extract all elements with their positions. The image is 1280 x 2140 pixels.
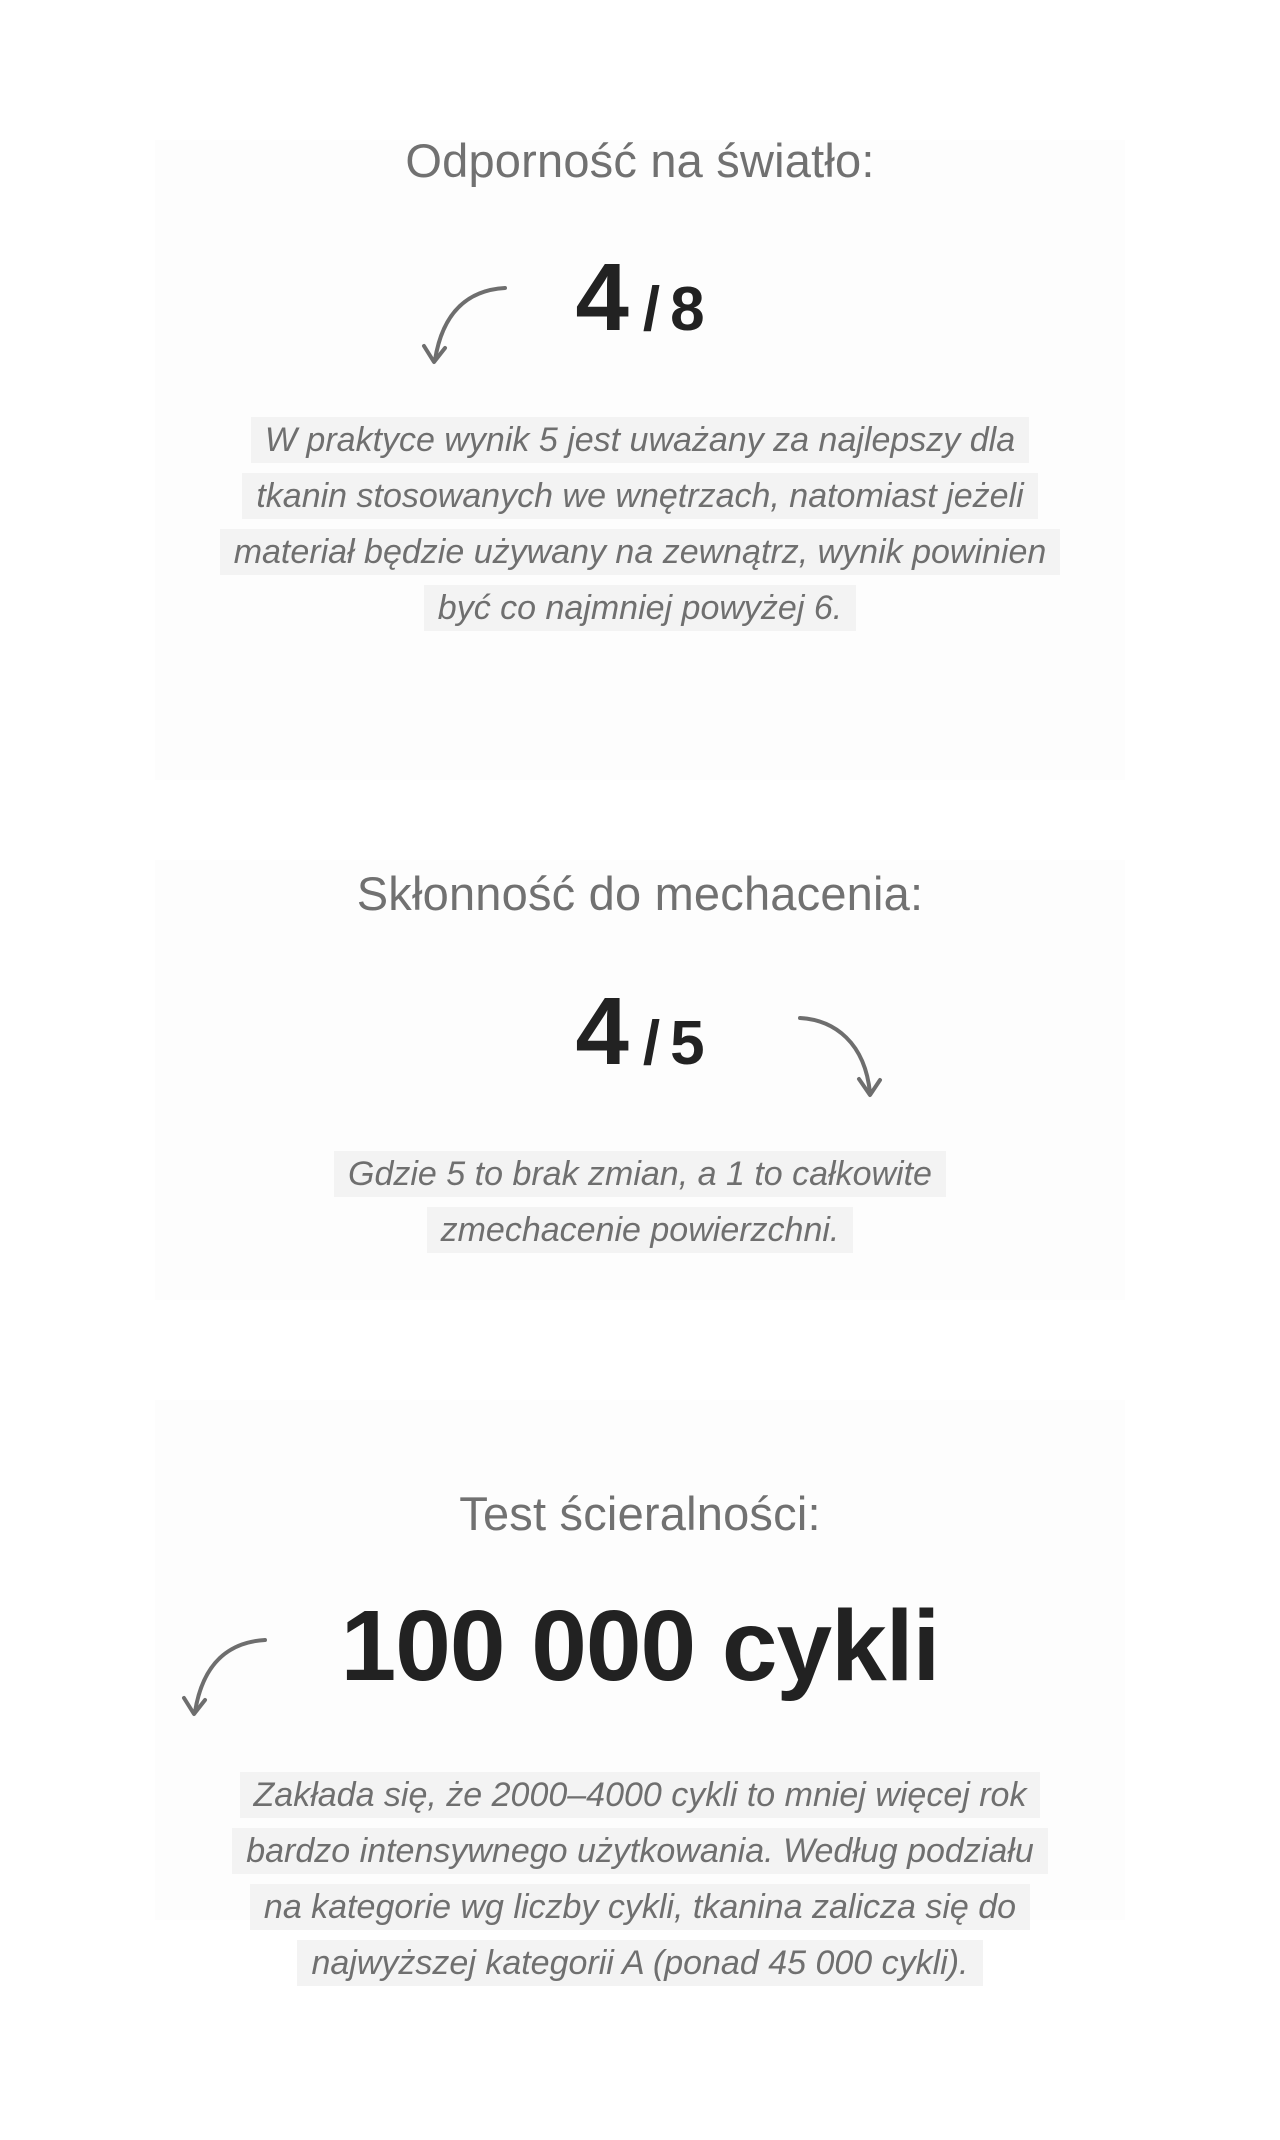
abrasion-cycles-value: 100 000 cykli xyxy=(340,1590,940,1702)
note-line: najwyższej kategorii A (ponad 45 000 cykli). xyxy=(297,1940,982,1986)
score-value: 4 xyxy=(575,978,629,1085)
section-title: Skłonność do mechacenia: xyxy=(356,867,924,920)
note-line: być co najmniej powyżej 6. xyxy=(424,585,856,631)
note-line: na kategorie wg liczby cykli, tkanina zalicza się do xyxy=(250,1884,1030,1930)
note-line: Zakłada się, że 2000–4000 cykli to mniej więcej rok xyxy=(240,1772,1041,1818)
note-line: bardzo intensywnego użytkowania. Według podziału xyxy=(232,1828,1048,1874)
note-line: tkanin stosowanych we wnętrzach, natomiast jeżeli xyxy=(242,473,1037,519)
score-max: 5 xyxy=(670,1009,705,1078)
section-title: Odporność na światło: xyxy=(405,134,875,187)
section-title: Test ścieralności: xyxy=(459,1487,821,1540)
section-note xyxy=(0,417,1280,641)
note-line: zmechacenie powierzchni. xyxy=(427,1207,854,1253)
score-max: 8 xyxy=(670,275,705,344)
score-display xyxy=(0,978,1280,1085)
section-note xyxy=(0,1151,1280,1263)
note-line: W praktyce wynik 5 jest uważany za najlepszy dla xyxy=(251,417,1029,463)
section-note xyxy=(0,1772,1280,1996)
curved-arrow-down-right-icon xyxy=(790,1008,890,1103)
note-line: materiał będzie używany na zewnątrz, wynik powinien xyxy=(220,529,1061,575)
score-separator: / xyxy=(642,1009,661,1078)
score-display xyxy=(0,244,1280,351)
score-separator: / xyxy=(642,275,661,344)
note-line: Gdzie 5 to brak zmian, a 1 to całkowite xyxy=(334,1151,946,1197)
score-value: 4 xyxy=(575,244,629,351)
